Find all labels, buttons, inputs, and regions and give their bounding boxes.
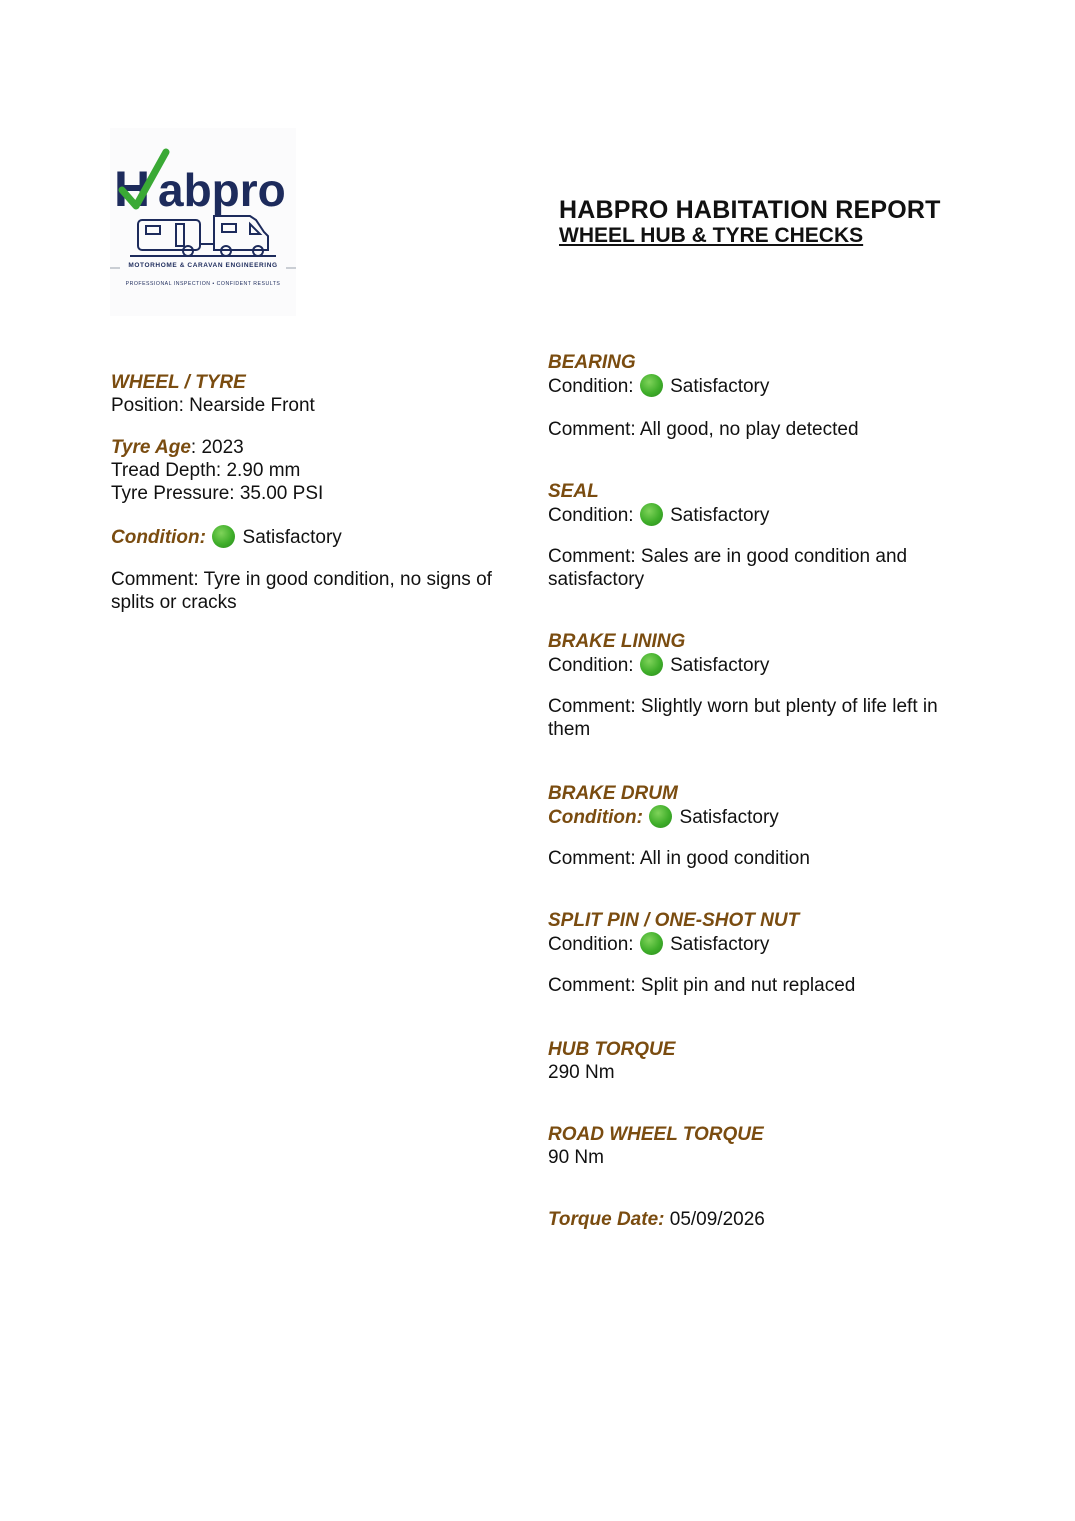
green-circle-icon [640,932,663,955]
road-wheel-torque-heading: ROAD WHEEL TORQUE [548,1124,764,1145]
tyre-age-label: Tyre Age [111,437,191,458]
hub-torque-heading: HUB TORQUE [548,1039,676,1060]
brake-drum-comment: Comment: All in good condition [548,848,810,869]
bearing-section [548,351,968,398]
bearing-condition-value: Satisfactory [670,376,770,397]
brake-drum-section [548,782,968,829]
habpro-logo [110,128,296,316]
seal-condition-value: Satisfactory [670,505,770,526]
report-title: HABPRO HABITATION REPORT [559,196,941,224]
hub-torque-value: 290 Nm [548,1062,615,1083]
brake-lining-heading: BRAKE LINING [548,631,686,652]
seal-condition-label: Condition: [548,505,634,526]
brake-lining-condition-label: Condition: [548,655,634,676]
brake-drum-comment-block [548,847,968,870]
logo-tagline: MOTORHOME & CARAVAN ENGINEERING [128,262,278,269]
tyre-condition-label: Condition: [111,527,206,548]
tyre-condition-value: Satisfactory [242,527,342,548]
road-wheel-torque-section [548,1123,968,1169]
road-wheel-torque-value: 90 Nm [548,1147,604,1168]
tyre-comment-block [111,568,516,614]
seal-section [548,480,968,527]
green-circle-icon [649,805,672,828]
tyre-position: Position: Nearside Front [111,395,315,416]
split-pin-comment-block [548,974,968,997]
report-header [559,196,941,248]
seal-heading: SEAL [548,481,599,502]
tyre-age-value: : 2023 [190,437,244,458]
green-circle-icon [640,653,663,676]
green-circle-icon [640,503,663,526]
bearing-comment: Comment: All good, no play detected [548,419,859,440]
wheel-tyre-section [111,371,521,417]
split-pin-condition-label: Condition: [548,934,634,955]
brake-drum-condition-value: Satisfactory [679,807,779,828]
brake-drum-condition-label: Condition: [548,807,643,828]
split-pin-condition-value: Satisfactory [670,934,770,955]
brake-lining-comment: Comment: Slightly worn but plenty of life left in them [548,696,938,740]
bearing-comment-block [548,418,968,441]
hub-torque-section [548,1038,968,1084]
seal-comment-block [548,545,938,591]
torque-date-label: Torque Date: [548,1209,665,1230]
tyre-comment: Comment: Tyre in good condition, no signs of splits or cracks [111,569,492,613]
brake-lining-section [548,630,968,677]
torque-date-section [548,1208,968,1231]
brake-lining-comment-block [548,695,973,741]
tyre-condition [111,525,521,549]
tyre-pressure: Tyre Pressure: 35.00 PSI [111,483,324,504]
report-subtitle: WHEEL HUB & TYRE CHECKS [559,224,864,247]
split-pin-section [548,909,968,956]
svg-text:abpro: abpro [158,164,286,216]
split-pin-heading: SPLIT PIN / ONE-SHOT NUT [548,910,800,931]
bearing-condition-label: Condition: [548,376,634,397]
green-circle-icon [212,525,235,548]
svg-text:H: H [114,161,151,217]
logo-subtagline: PROFESSIONAL INSPECTION • CONFIDENT RESULTS [125,281,281,287]
tread-depth: Tread Depth: 2.90 mm [111,460,301,481]
green-circle-icon [640,374,663,397]
torque-date-value: 05/09/2026 [669,1209,765,1230]
tyre-details [111,436,521,505]
seal-comment: Comment: Sales are in good condition and satisfactory [548,546,908,590]
wheel-tyre-heading: WHEEL / TYRE [111,372,246,393]
bearing-heading: BEARING [548,352,636,373]
brake-drum-heading: BRAKE DRUM [548,783,678,804]
brake-lining-condition-value: Satisfactory [670,655,770,676]
split-pin-comment: Comment: Split pin and nut replaced [548,975,856,996]
